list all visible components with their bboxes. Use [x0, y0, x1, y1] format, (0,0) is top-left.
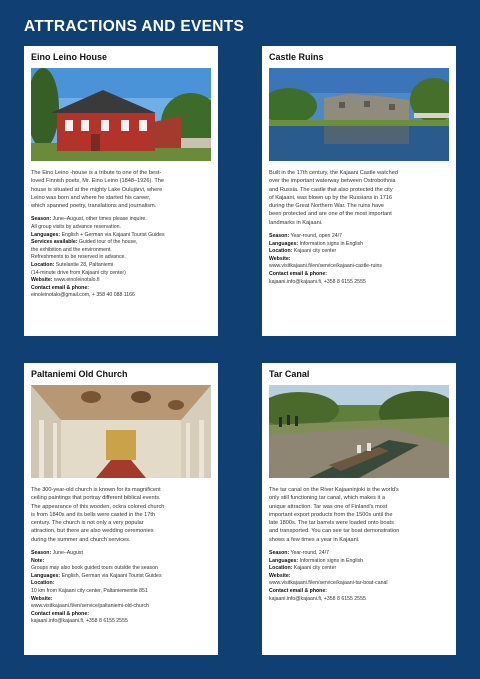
eino-leino-house-photo [31, 68, 211, 161]
services-label: Services available: [31, 239, 78, 246]
card-info [31, 216, 211, 300]
location-value: Sutelantie 28, Paltaniemi [55, 262, 114, 269]
description-line: Leino was born and where he started his career, [31, 194, 151, 201]
description-line: loved Finnish poets, Mr. Eino Leino (1848–1926). The [31, 178, 164, 185]
season-row [31, 550, 211, 558]
location-label: Location: [269, 565, 293, 572]
description-line: The tar canal on the River Kajaaninjoki is the world's [269, 487, 399, 493]
languages-value: English + German via Kajaani Tourist Guides [61, 231, 165, 238]
languages-value: Information signs in English [299, 240, 364, 247]
description-line: late 1800s. The tar barrels were loaded onto boats [269, 520, 394, 527]
info-line: Refreshments to be reserved in advance. [31, 254, 126, 261]
location-row [31, 262, 211, 270]
season-row [269, 233, 449, 241]
description-line: and transported. You can see tar boat demonstration [269, 528, 400, 535]
church-interior-photo [31, 385, 211, 478]
card-eino-leino-house [24, 46, 218, 336]
description-line: landmarks in Kajaani. [269, 219, 323, 226]
contact-label: Contact email & phone: [269, 271, 327, 278]
languages-label: Languages: [31, 231, 61, 238]
info-line: (14-minute drive from Kajaani city center) [31, 269, 126, 276]
website-label: Website: [269, 572, 291, 579]
season-row [269, 550, 449, 558]
languages-label: Languages: [31, 572, 61, 579]
location-label: Location: [31, 580, 55, 587]
website-label: Website: [31, 595, 53, 602]
note-label: Note: [31, 557, 45, 564]
description-line: Built in the 17th century, the Kajaani Castle watched [269, 170, 398, 176]
season-label: Season: [269, 233, 290, 240]
contact-value[interactable]: einoleinotalo@gmail.com, + 358 40 088 1166 [31, 292, 135, 299]
card-title: Castle Ruins [269, 52, 324, 62]
card-description [31, 486, 211, 544]
website-link[interactable]: www.einoleinotalo.fi [53, 277, 100, 284]
location-row [269, 248, 449, 256]
card-description [269, 169, 449, 227]
season-value: June–August, other times please inquire. [52, 216, 147, 223]
website-label: Website: [269, 255, 291, 262]
contact-value[interactable]: kajaani.info@kajaani.fi, +358 8 6155 2555 [269, 278, 366, 285]
card-info [269, 550, 449, 603]
languages-value: Information signs in English [299, 557, 364, 564]
description-line: house is situated at the mighty Lake Oulujärvi, where [31, 186, 163, 193]
description-line: only still functioning tar canal, which makes it a [269, 495, 385, 502]
season-label: Season: [31, 216, 52, 223]
season-label: Season: [269, 550, 290, 557]
location-value: Kajaani city center [293, 248, 337, 255]
description-line: ceiling paintings that portray different biblical events. [31, 495, 161, 502]
description-line: unique attraction. Tar was one of Finland's most [269, 503, 388, 510]
season-row [31, 216, 211, 224]
website-link[interactable]: www.visitkajaani.fi/en/service/paltaniemi-old-church [31, 603, 149, 610]
website-row [31, 277, 211, 285]
season-label: Season: [31, 550, 52, 557]
season-value: Year-round, open 24/7 [290, 233, 342, 240]
description-line: The appearance of this wooden, ockra colored church [31, 503, 165, 510]
castle-ruins-photo [269, 68, 449, 161]
card-paltaniemi-old-church [24, 363, 218, 655]
page-title: ATTRACTIONS AND EVENTS [24, 18, 245, 35]
services-row [31, 239, 211, 247]
languages-row [269, 241, 449, 249]
description-line: The Eino Leino -house is a tribute to one of the best- [31, 170, 162, 176]
description-line: century. The church is not only a very popular [31, 520, 144, 527]
info-line: the exhibition and the environment. [31, 246, 112, 253]
languages-row [269, 558, 449, 566]
contact-label: Contact email & phone: [269, 588, 327, 595]
languages-row [31, 573, 211, 581]
description-line: during the Great Northern War. The ruins have [269, 203, 385, 210]
card-title: Tar Canal [269, 369, 310, 379]
languages-value: English, German via Kajaani Tourist Guides [61, 572, 162, 579]
card-title: Eino Leino House [31, 52, 108, 62]
description-line: is from 1840s and its bells were casted in the 17th [31, 511, 156, 518]
location-label: Location: [31, 262, 55, 269]
languages-row [31, 232, 211, 240]
description-line: attraction, but there are also wedding ceremonies [31, 528, 154, 535]
season-value: June–August [52, 550, 83, 557]
website-link[interactable]: www.visitkajaani.fi/en/service/kajaani-castle-ruins [269, 263, 383, 270]
tar-canal-photo [269, 385, 449, 478]
contact-value[interactable]: kajaani.info@kajaani.fi, +358 8 6155 2555 [269, 595, 366, 602]
info-line: All group visits by advance reservation. [31, 224, 121, 231]
card-description [31, 169, 211, 210]
season-value: Year-round, 24/7 [290, 550, 330, 557]
location-label: Location: [269, 248, 293, 255]
description-line: shows a few times a year in Kajaani. [269, 536, 360, 543]
card-title: Paltaniemi Old Church [31, 369, 128, 379]
card-castle-ruins [262, 46, 456, 336]
location-row [269, 565, 449, 573]
contact-label: Contact email & phone: [31, 610, 89, 617]
location-value: 10 km from Kajaani city center, Paltaniementie 851 [31, 588, 148, 595]
contact-value[interactable]: kajaani.info@kajaani.fi, +358 8 6155 2555 [31, 618, 128, 625]
card-description [269, 486, 449, 544]
card-tar-canal [262, 363, 456, 655]
card-info [31, 550, 211, 626]
languages-label: Languages: [269, 557, 299, 564]
note-value: Groups may also book guided tours outside the season [31, 565, 158, 572]
card-info [269, 233, 449, 286]
description-line: over the important waterway between Ostrobothnia [269, 178, 396, 185]
languages-label: Languages: [269, 240, 299, 247]
services-value: Guided tour of the house, [78, 239, 138, 246]
location-value: Kajaani city center [293, 565, 337, 572]
website-link[interactable]: www.visitkajaani.fi/en/service/kajaani-tar-boat-canal [269, 580, 388, 587]
description-line: during the summer and church services. [31, 536, 131, 543]
website-label: Website: [31, 277, 53, 284]
description-line: and Russia. The castle that also protected the city [269, 186, 393, 193]
description-line: which spanned poetry, translations and journalism. [31, 203, 157, 210]
description-line: been protected and are one of the most important [269, 211, 392, 218]
description-line: of Kajaani, was blown up by the Russians in 1716 [269, 194, 393, 201]
description-line: The 300-year-old church is known for its magnificent [31, 487, 161, 493]
description-line: important export products from the 1500s until the [269, 511, 393, 518]
contact-label: Contact email & phone: [31, 284, 89, 291]
